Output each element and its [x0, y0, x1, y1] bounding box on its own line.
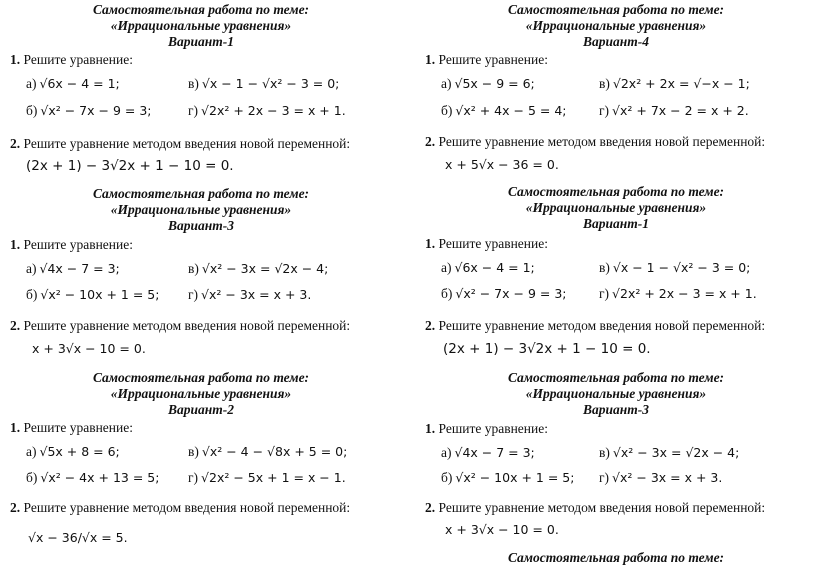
equation-item: б) √x² − 10x + 1 = 5;	[26, 287, 160, 302]
block-variant: Вариант-1	[167, 34, 234, 49]
block-header: Самостоятельная работа по теме: «Иррациональные уравнения» Вариант-3	[507, 370, 725, 417]
work-block-variant-2	[10, 370, 410, 545]
work-block-variant-3	[10, 186, 410, 356]
work-block-variant-3	[425, 370, 816, 537]
task-2: 2. Решите уравнение методом введения новой переменной:	[10, 136, 351, 151]
equation-item: а) √6x − 4 = 1;	[441, 260, 535, 275]
equation-item: б) √x² − 7x − 9 = 3;	[26, 103, 152, 118]
equation-item: в) √x² − 3x = √2x − 4;	[599, 445, 740, 460]
equation-item: а) √4x − 7 = 3;	[26, 261, 120, 276]
equation-item: в) √x² − 3x = √2x − 4;	[188, 261, 329, 276]
work-block-variant-1	[10, 2, 410, 174]
block-header: Самостоятельная работа по теме: «Иррациональные уравнения» Вариант-4	[507, 2, 725, 49]
block-topic: «Иррациональные уравнения»	[110, 18, 292, 33]
equation-item: а) √5x − 9 = 6;	[441, 76, 535, 91]
work-block-partial	[425, 550, 816, 566]
equation-item: а) √5x + 8 = 6;	[26, 444, 120, 459]
task-number: 1.	[10, 52, 21, 67]
work-block-variant-4	[425, 2, 816, 172]
equation-item: в) √2x² + 2x = √−x − 1;	[599, 76, 750, 91]
task-1: 1. Решите уравнение:	[425, 52, 548, 67]
task-1	[10, 52, 133, 68]
equation-item: в) √x − 1 − √x² − 3 = 0;	[599, 260, 751, 275]
task-2-equation: (2x + 1) − 3√2x + 1 − 10 = 0.	[26, 158, 234, 174]
equation-item: б) √x² + 4x − 5 = 4;	[441, 103, 567, 118]
task-1: 1. Решите уравнение:	[425, 236, 548, 251]
task-2: 2. Решите уравнение методом введения новой переменной:	[10, 500, 351, 515]
equation-item: г) √2x² + 2x − 3 = x + 1.	[599, 286, 757, 301]
equation-item: а) √4x − 7 = 3;	[441, 445, 535, 460]
equation-item: в) √x − 1 − √x² − 3 = 0;	[188, 76, 340, 91]
task-2: 2. Решите уравнение методом введения новой переменной:	[425, 500, 766, 515]
block-header	[0, 2, 410, 50]
task-2-equation: x + 3√x − 10 = 0.	[32, 341, 146, 356]
work-block-variant-1	[425, 184, 816, 357]
task-1: 1. Решите уравнение:	[10, 420, 133, 435]
task-1: 1. Решите уравнение:	[425, 421, 548, 436]
task-2: 2. Решите уравнение методом введения новой переменной:	[425, 134, 766, 149]
equation-item: г) √x² − 3x = x + 3.	[188, 287, 312, 302]
task-text: Решите уравнение:	[23, 52, 133, 67]
block-header: Самостоятельная работа по теме:	[507, 550, 725, 565]
equation-item: г) √2x² − 5x + 1 = x − 1.	[188, 470, 346, 485]
block-title: Самостоятельная работа по теме:	[92, 2, 310, 17]
task-2: 2. Решите уравнение методом введения новой переменной:	[10, 318, 351, 333]
equation-item: б) √x² − 10x + 1 = 5;	[441, 470, 575, 485]
task-1: 1. Решите уравнение:	[10, 237, 133, 252]
block-header: Самостоятельная работа по теме: «Иррациональные уравнения» Вариант-2	[92, 370, 310, 417]
task-2-equation: x + 5√x − 36 = 0.	[445, 157, 559, 172]
task-2-equation: x + 3√x − 10 = 0.	[445, 522, 559, 537]
task-2: 2. Решите уравнение методом введения новой переменной:	[425, 318, 766, 333]
block-header: Самостоятельная работа по теме: «Иррациональные уравнения» Вариант-3	[92, 186, 310, 233]
equation-item: г) √2x² + 2x − 3 = x + 1.	[188, 103, 346, 118]
equation-item: г) √x² + 7x − 2 = x + 2.	[599, 103, 749, 118]
block-header: Самостоятельная работа по теме: «Иррациональные уравнения» Вариант-1	[507, 184, 725, 231]
equation-item: б) √x² − 7x − 9 = 3;	[441, 286, 567, 301]
equation-item: а) √6x − 4 = 1;	[26, 76, 120, 91]
equation-item: г) √x² − 3x = x + 3.	[599, 470, 723, 485]
equation-item: б) √x² − 4x + 13 = 5;	[26, 470, 160, 485]
task-2-equation: √x − 36/√x = 5.	[28, 530, 128, 545]
task-2-equation: (2x + 1) − 3√2x + 1 − 10 = 0.	[443, 341, 651, 357]
equation-item: в) √x² − 4 − √8x + 5 = 0;	[188, 444, 348, 459]
